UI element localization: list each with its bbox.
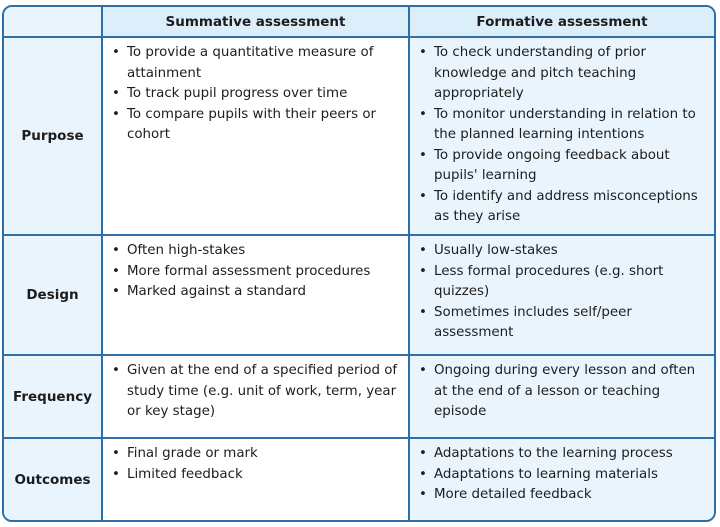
- list-item: • To monitor understanding in relation to the planned learning intentions: [434, 105, 708, 146]
- bullet-list: [410, 38, 714, 228]
- bullet-list: [103, 356, 408, 423]
- list-item: • To compare pupils with their peers or cohort: [127, 105, 402, 146]
- column-header-formative: Formative assessment: [410, 7, 714, 38]
- list-item: • To identify and address misconceptions as they arise: [434, 187, 708, 228]
- list-item: • To check understanding of prior knowledge and pitch teaching appropriately: [434, 43, 708, 105]
- bullet-list: [103, 236, 408, 303]
- frequency-formative-cell: [410, 356, 714, 439]
- column-header-summative: Summative assessment: [103, 7, 410, 38]
- bullet-list: [410, 356, 714, 423]
- list-item: • To provide ongoing feedback about pupils' learning: [434, 146, 708, 187]
- list-item: • Sometimes includes self/peer assessment: [434, 303, 708, 344]
- bullet-list: [410, 236, 714, 344]
- list-item: • More detailed feedback: [434, 485, 708, 506]
- purpose-summative-cell: [103, 38, 410, 236]
- list-item: • Often high-stakes: [127, 241, 402, 262]
- list-item: • Final grade or mark: [127, 444, 402, 465]
- list-item: • Usually low-stakes: [434, 241, 708, 262]
- list-item: • To provide a quantitative measure of attainment: [127, 43, 402, 84]
- list-item: • Limited feedback: [127, 465, 402, 486]
- table-corner-cell: [4, 7, 103, 38]
- row-header-outcomes: Outcomes: [4, 439, 103, 520]
- row-header-purpose: Purpose: [4, 38, 103, 236]
- list-item: • Adaptations to learning materials: [434, 465, 708, 486]
- row-header-frequency: Frequency: [4, 356, 103, 439]
- row-header-design: Design: [4, 236, 103, 356]
- list-item: • More formal assessment procedures: [127, 262, 402, 283]
- list-item: • Adaptations to the learning process: [434, 444, 708, 465]
- bullet-list: [103, 38, 408, 146]
- list-item: • Marked against a standard: [127, 282, 402, 303]
- outcomes-formative-cell: [410, 439, 714, 520]
- assessment-comparison-table: [2, 5, 716, 522]
- bullet-list: [103, 439, 408, 485]
- frequency-summative-cell: [103, 356, 410, 439]
- list-item: • Less formal procedures (e.g. short quizzes): [434, 262, 708, 303]
- outcomes-summative-cell: [103, 439, 410, 520]
- bullet-list: [410, 439, 714, 506]
- list-item: • Ongoing during every lesson and often at the end of a lesson or teaching episode: [434, 361, 708, 423]
- design-formative-cell: [410, 236, 714, 356]
- design-summative-cell: [103, 236, 410, 356]
- list-item: • To track pupil progress over time: [127, 84, 402, 105]
- purpose-formative-cell: [410, 38, 714, 236]
- list-item: • Given at the end of a specified period of study time (e.g. unit of work, term, year or key stage): [127, 361, 402, 423]
